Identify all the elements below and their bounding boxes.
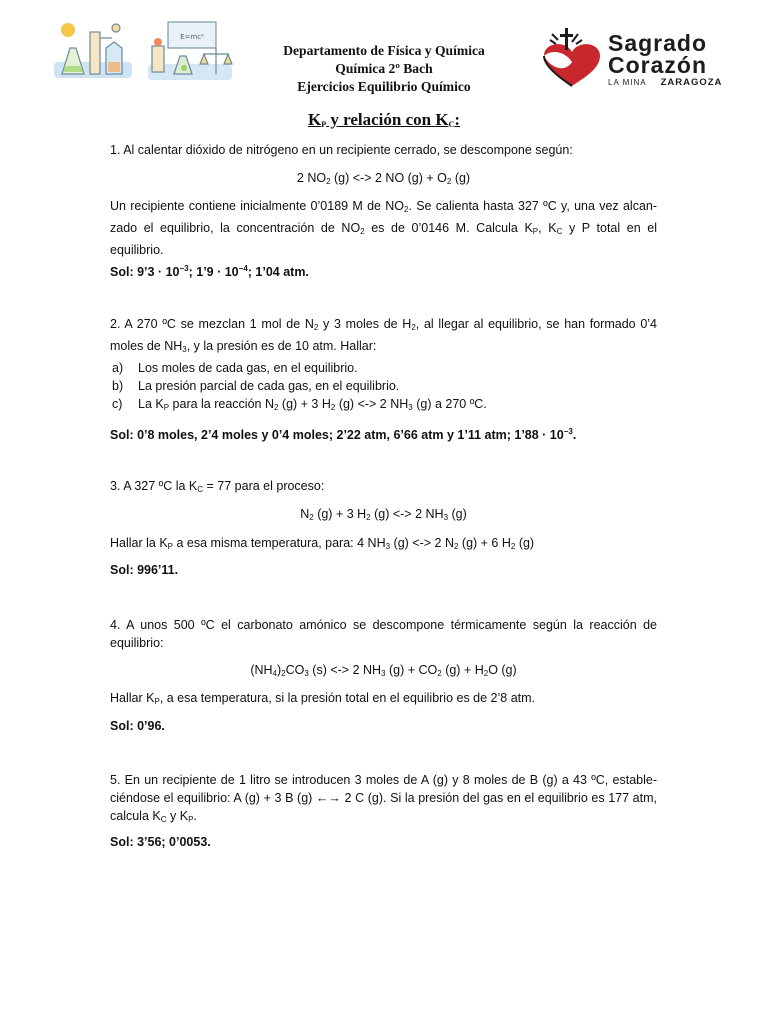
problem-2-item-list: [110, 359, 657, 417]
problem-2-intro: 2. A 270 ºC se mezclan 1 mol de $N_2$ y 3 moles de $H_2$, al llegar al equilibrio, se han formado 0’4 moles de $NH_3$, y la presión es de 10 atm. Hallar:: [110, 317, 657, 354]
item-text: La presión parcial de cada gas, en el equilibrio.: [138, 379, 400, 393]
problem-1-solution: Sol: 9’3 · $10^{-3}$; 1’9 · $10^{-4}$; 1’04 atm.: [110, 264, 309, 279]
department-heading: [234, 42, 534, 96]
worksheet-name: Ejercicios Equilibrio Químico: [297, 79, 471, 94]
board-formula: E=mc²: [180, 33, 204, 41]
school-name-line2: Corazón: [608, 52, 707, 78]
item-marker: c): [112, 397, 123, 411]
problem-4-text: Hallar $K_P$, a esa temperatura, si la presión total en el equilibrio es de 2’8 atm.: [110, 691, 536, 706]
worksheet-title: [0, 110, 768, 130]
problem-1-text: Un recipiente contiene inicialmente 0’0189 M de $NO_2$. Se calienta hasta 327 ºC y, una vez alcan-zado el equilibrio, la concentración de $NO_2$ es de 0’0146 M. Calcula $K_P$, $K_C$ y P total en el equilibrio.: [110, 199, 658, 257]
problem-3-equation: $N_2$ (g) + 3 $H_2$ (g) <-> 2 $NH_3$ (g): [300, 507, 467, 522]
item-marker: a): [112, 361, 124, 375]
heart-cross-emblem: [538, 22, 608, 92]
problem-5-solution: Sol: 3’56; 0’0053.: [110, 835, 211, 849]
problem-4-solution: Sol: 0’96.: [110, 719, 165, 733]
school-city: ZARAGOZA: [660, 77, 723, 88]
problem-5-text: 5. En un recipiente de 1 litro se introducen 3 moles de A (g) y 8 moles de B (g) a 43 ºC, estable-ciéndose el equilibrio: A (g) + 3 B (g) ←→ 2 C (g). Si la presión del gas en el equilibrio es 177 atm, calcula $K_C$ y $K_P$.: [110, 773, 657, 824]
school-district: LA MINA: [608, 78, 647, 87]
lab-glassware-illustration: [50, 18, 136, 84]
problem-1-intro: 1. Al calentar dióxido de nitrógeno en un recipiente cerrado, se descompone según:: [110, 143, 573, 157]
problem-2-item-c: [110, 395, 657, 417]
school-name: [608, 32, 707, 76]
course-name: Química 2º Bach: [335, 61, 433, 76]
problem-1-equation: 2 $NO_2$ (g) <-> 2 NO $(g) + O_2$ (g): [296, 171, 471, 186]
department-name: Departamento de Física y Química: [283, 43, 485, 58]
item-text: La $K_P$ para la reacción $N_2$ (g) + 3 $H_2$ (g) <-> 2 $NH_3$ (g) a 270 ºC.: [138, 397, 487, 412]
problem-2-solution: Sol: 0’8 moles, 2’4 moles y 0’4 moles; 2’22 atm, 6’66 atm y 1’11 atm; 1’88 · $10^{-3}$.: [110, 427, 577, 442]
problem-2-item-a: [110, 359, 657, 377]
problem-4-intro: 4. A unos 500 ºC el carbonato amónico se descompone térmicamente según la reacción de equilibrio:: [110, 618, 657, 650]
school-name-line1: Sagrado: [608, 30, 708, 56]
problem-3-solution: Sol: 996’11.: [110, 563, 179, 577]
problem-4-equation: $(NH_4)_2CO_3$ (s) <-> 2 $NH_3$ $(g) + CO_2$ $(g) + H_2O$ (g): [250, 663, 517, 678]
problem-3-text: Hallar la $K_P$ a esa misma temperatura, para: 4 $NH_3$ (g) <-> 2 $N_2$ (g) + 6 $H_2$ (g): [110, 536, 535, 551]
item-marker: b): [112, 379, 124, 393]
school-location: [608, 77, 722, 88]
item-text: Los moles de cada gas, en el equilibrio.: [138, 361, 358, 375]
problem-3-intro: 3. A 327 ºC la $K_C = 77$ para el proceso:: [110, 479, 325, 494]
problem-2-item-b: [110, 377, 657, 395]
title-text: $K_P$ y relación con $K_C$:: [307, 110, 461, 129]
science-classroom-illustration: [144, 18, 236, 84]
school-logo: [538, 22, 734, 92]
